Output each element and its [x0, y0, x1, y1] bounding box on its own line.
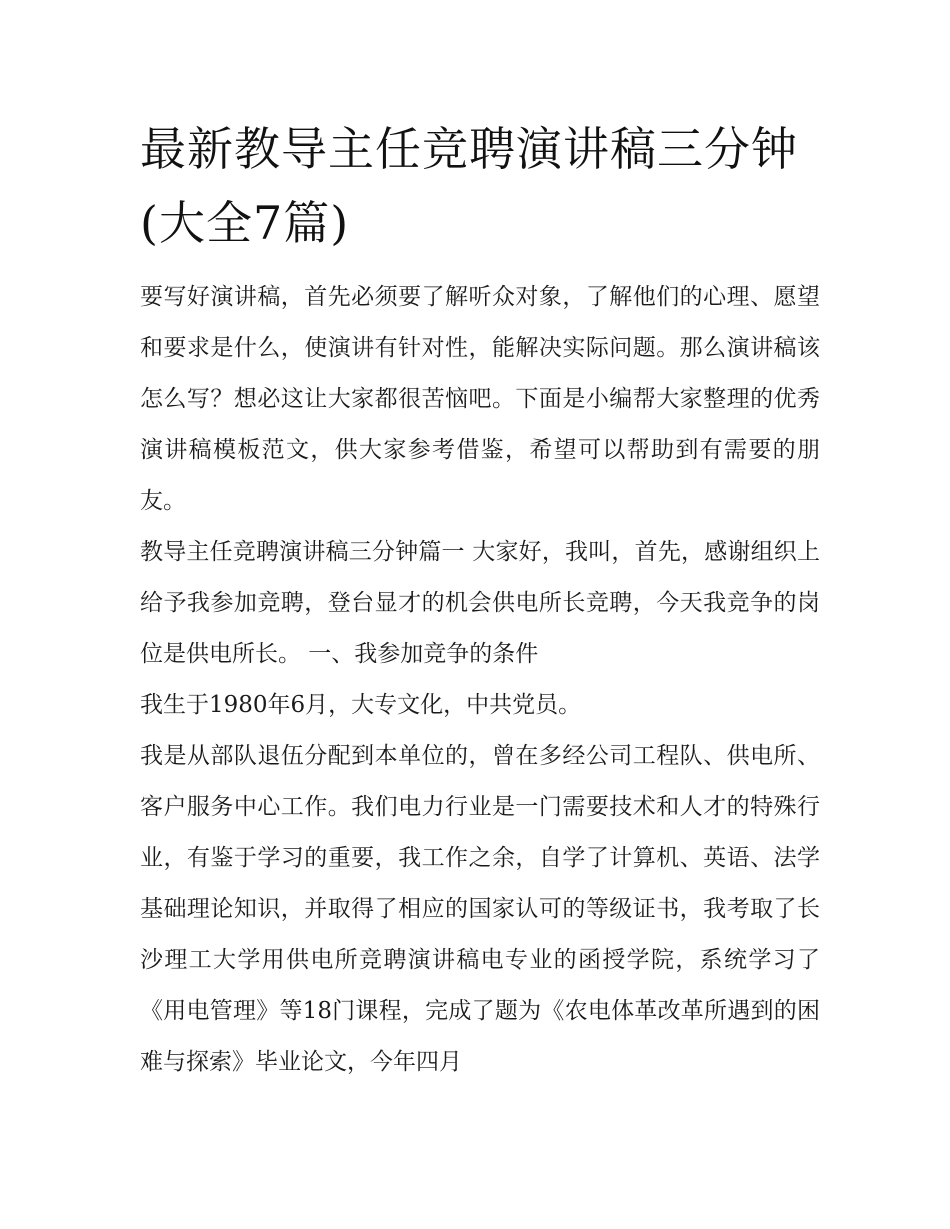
document-title: 最新教导主任竞聘演讲稿三分钟(大全7篇) — [140, 122, 798, 250]
document-body — [140, 112, 820, 1088]
work-history-paragraph: 我是从部队退伍分配到本单位的，曾在多经公司工程队、供电所、客户服务中心工作。我们电力行业是一门需要技术和人才的特殊行业，有鉴于学习的重要，我工作之余，自学了计算机、英语、法学基础理论知识，并取得了相应的国家认可的等级证书，我考取了长沙理工大学用供电所竞聘演讲稿电专业的函授学院，系统学习了《用电管理》等18门课程，完成了题为《农电体革改革所遇到的困难与探索》毕业论文，今年四月 — [140, 743, 820, 1075]
intro-paragraph: 要写好演讲稿，首先必须要了解听众对象，了解他们的心理、愿望和要求是什么，使演讲有针对性，能解决实际问题。那么演讲稿该怎么写？想必这让大家都很苦恼吧。下面是小编帮大家整理的优秀演讲稿模板范文，供大家参考借鉴，希望可以帮助到有需要的朋友。 — [140, 284, 820, 514]
speech-opening-paragraph: 教导主任竞聘演讲稿三分钟篇一 大家好，我叫，首先，感谢组织上给予我参加竞聘，登台显才的机会供电所长竞聘，今天我竞争的岗位是供电所长。 一、我参加竞争的条件 — [140, 539, 820, 667]
personal-info-paragraph: 我生于1980年6月，大专文化，中共党员。 — [140, 692, 582, 718]
